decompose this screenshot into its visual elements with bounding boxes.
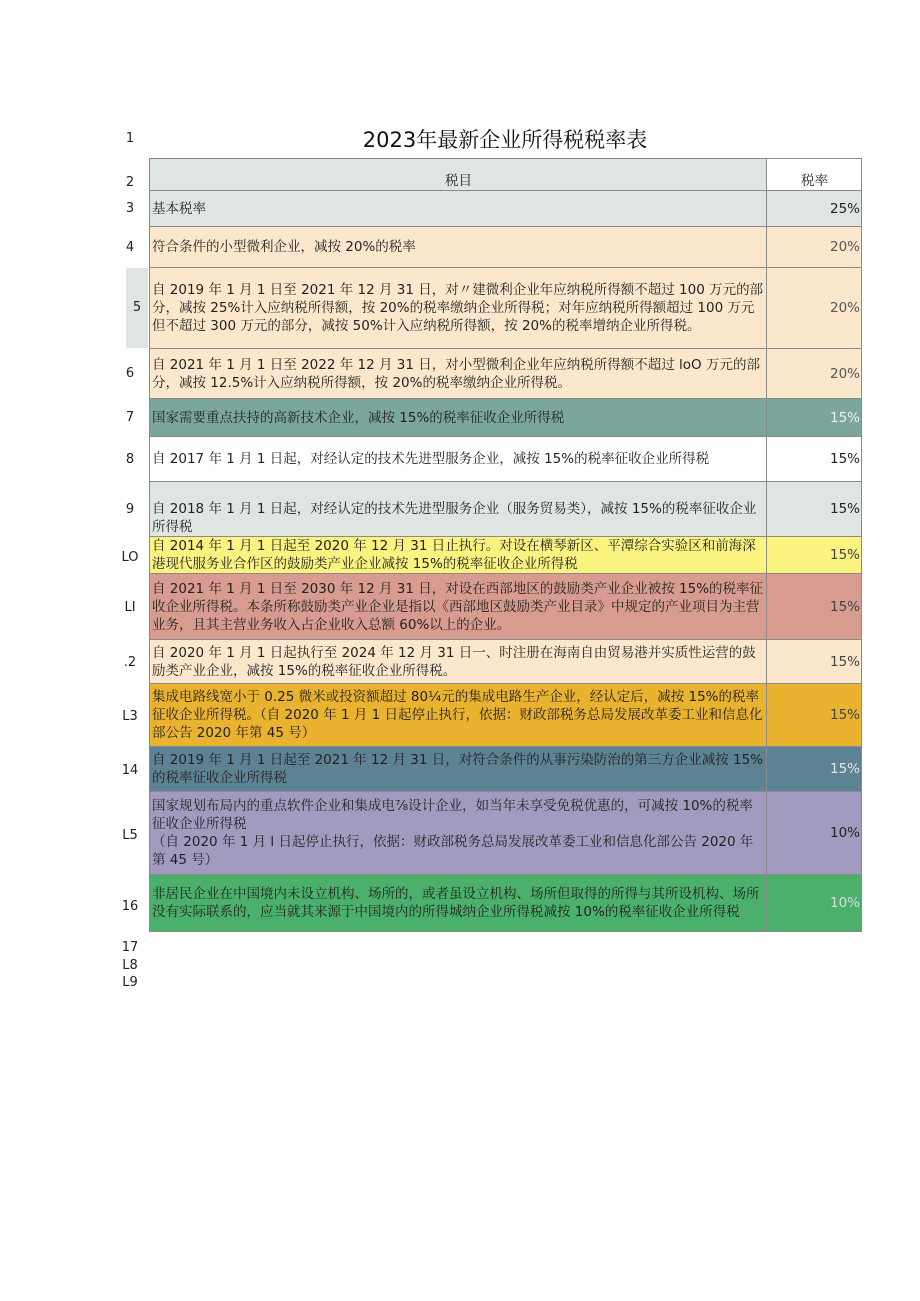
table-row (150, 747, 862, 792)
row-number: L8 (122, 958, 138, 973)
row-number: 4 (125, 240, 135, 255)
row-number: 6 (125, 366, 135, 381)
row-number: 8 (125, 452, 135, 467)
row-number: L3 (122, 709, 138, 724)
tax-item: 自 2019 年 1 月 1 日至 2021 年 12 月 31 日，对〃建微利企业年应纳税所得额不超过 100 万元的部分，减按 25%计入应纳税所得额，按 20%的税率缴纳企业所得税；对年应纳税所得额超过 100 万元但不超过 300 万元的部分，减按 50%计入应纳税所得额，按 20%的税率增纳企业所得税。 (150, 268, 767, 349)
tax-item: 自 2020 年 1 月 1 日起执行至 2024 年 12 月 31 日一、时注册在海南自由贸易港并实质性运营的鼓励类产业企业，减按 15%的税率征收企业所得税。 (150, 640, 767, 684)
tax-rate: 25% (767, 191, 862, 227)
row-number: 14 (121, 763, 139, 778)
row-number: LI (124, 600, 136, 615)
tax-item: 非居民企业在中国境内未设立机构、场所的，或者虽设立机构、场所但取得的所得与其所设机构、场所没有实际联系的，应当就其来源于中国境内的所得城纳企业所得税减按 10%的税率征收企业所得税 (150, 875, 767, 932)
tax-rate: 15% (767, 537, 862, 574)
tax-rate: 10% (767, 792, 862, 875)
table-row (150, 191, 862, 227)
table-row (150, 574, 862, 640)
tax-item: 自 2019 年 1 月 1 日起至 2021 年 12 月 31 日，对符合条件的从事污染防治的第三方企业减按 15%的税率征收企业所得税 (150, 747, 767, 792)
row-number: 17 (121, 940, 139, 955)
row-number: 1 (125, 131, 135, 146)
row-number: .2 (123, 655, 137, 670)
row-number: L5 (122, 828, 138, 843)
tax-rate: 15% (767, 747, 862, 792)
row-number: LO (121, 550, 139, 565)
row-number: 7 (125, 410, 135, 425)
row-number: 3 (125, 201, 135, 216)
tax-rate: 20% (767, 227, 862, 268)
tax-rate: 20% (767, 268, 862, 349)
tax-item: 自 2017 年 1 月 1 日起，对经认定的技术先进型服务企业，减按 15%的税率征收企业所得税 (150, 437, 767, 482)
header-rate: 税率 (767, 159, 862, 191)
table-row (150, 268, 862, 349)
tax-rate-table (149, 158, 862, 932)
tax-rate: 15% (767, 399, 862, 437)
header-item: 税目 (150, 159, 767, 191)
row-number: 5 (126, 268, 148, 348)
tax-rate: 15% (767, 640, 862, 684)
header-row (150, 159, 862, 191)
table-row (150, 875, 862, 932)
tax-rate: 15% (767, 574, 862, 640)
tax-item: 自 2021 年 1 月 1 日至 2022 年 12 月 31 日，对小型微利企业年应纳税所得额不超过 loO 万元的部分，减按 12.5%计入应纳税所得额，按 20%的税率缴纳企业所得税。 (150, 349, 767, 399)
tax-item: 国家规划布局内的重点软件企业和集成电⅞设计企业，如当年未享受免税优惠的，可减按 10%的税率征收企业所得税 （自 2020 年 1 月 l 日起停止执行，依据：财政部税务总局发展改革委工业和信息化部公告 2020 年第 45 号） (150, 792, 767, 875)
tax-item: 自 2014 年 1 月 1 日起至 2020 年 12 月 31 日止执行。对设在横琴新区、平潭综合实验区和前海深港现代服务业合作区的鼓励类产业企业减按 15%的税率征收企业所得税 (150, 537, 767, 574)
table-row (150, 349, 862, 399)
table-row (150, 482, 862, 537)
tax-item: 符合条件的小型微利企业，减按 20%的税率 (150, 227, 767, 268)
table-row (150, 399, 862, 437)
tax-rate: 15% (767, 684, 862, 747)
page-title: 2023年最新企业所得税税率表 (362, 128, 648, 152)
row-number: L9 (122, 975, 138, 990)
row-number: 9 (125, 502, 135, 517)
table-row (150, 227, 862, 268)
tax-item: 集成电路线宽小于 0.25 微米或投资额超过 80¼元的集成电路生产企业，经认定后，减按 15%的税率征收企业所得税。（自 2020 年 1 月 1 日起停止执行，依据：财政部税务总局发展改革委工业和信息化部公告 2020 年第 45 号） (150, 684, 767, 747)
row-number: 2 (125, 175, 135, 190)
tax-rate: 20% (767, 349, 862, 399)
table-row (150, 537, 862, 574)
tax-item: 自 2021 年 1 月 1 日至 2030 年 12 月 31 日，对设在西部地区的鼓励类产业企业被按 15%的税率征收企业所得税。本条所称鼓励类产业企业是指以《西部地区鼓励类产业目录》中规定的产业项目为主营业务，且其主营业务收入占企业收入总额 60%以上的企业。 (150, 574, 767, 640)
tax-item: 国家需要重点扶持的高新技术企业，减按 15%的税率征收企业所得税 (150, 399, 767, 437)
tax-rate: 15% (767, 437, 862, 482)
table-row (150, 792, 862, 875)
table-row (150, 437, 862, 482)
tax-rate: 15% (767, 482, 862, 537)
table-row (150, 684, 862, 747)
table-row (150, 640, 862, 684)
tax-item: 基本税率 (150, 191, 767, 227)
tax-item: 自 2018 年 1 月 1 日起，对经认定的技术先进型服务企业（服务贸易类），减按 15%的税率征收企业所得税 (150, 482, 767, 537)
row-number: 16 (121, 899, 139, 914)
tax-rate: 10% (767, 875, 862, 932)
